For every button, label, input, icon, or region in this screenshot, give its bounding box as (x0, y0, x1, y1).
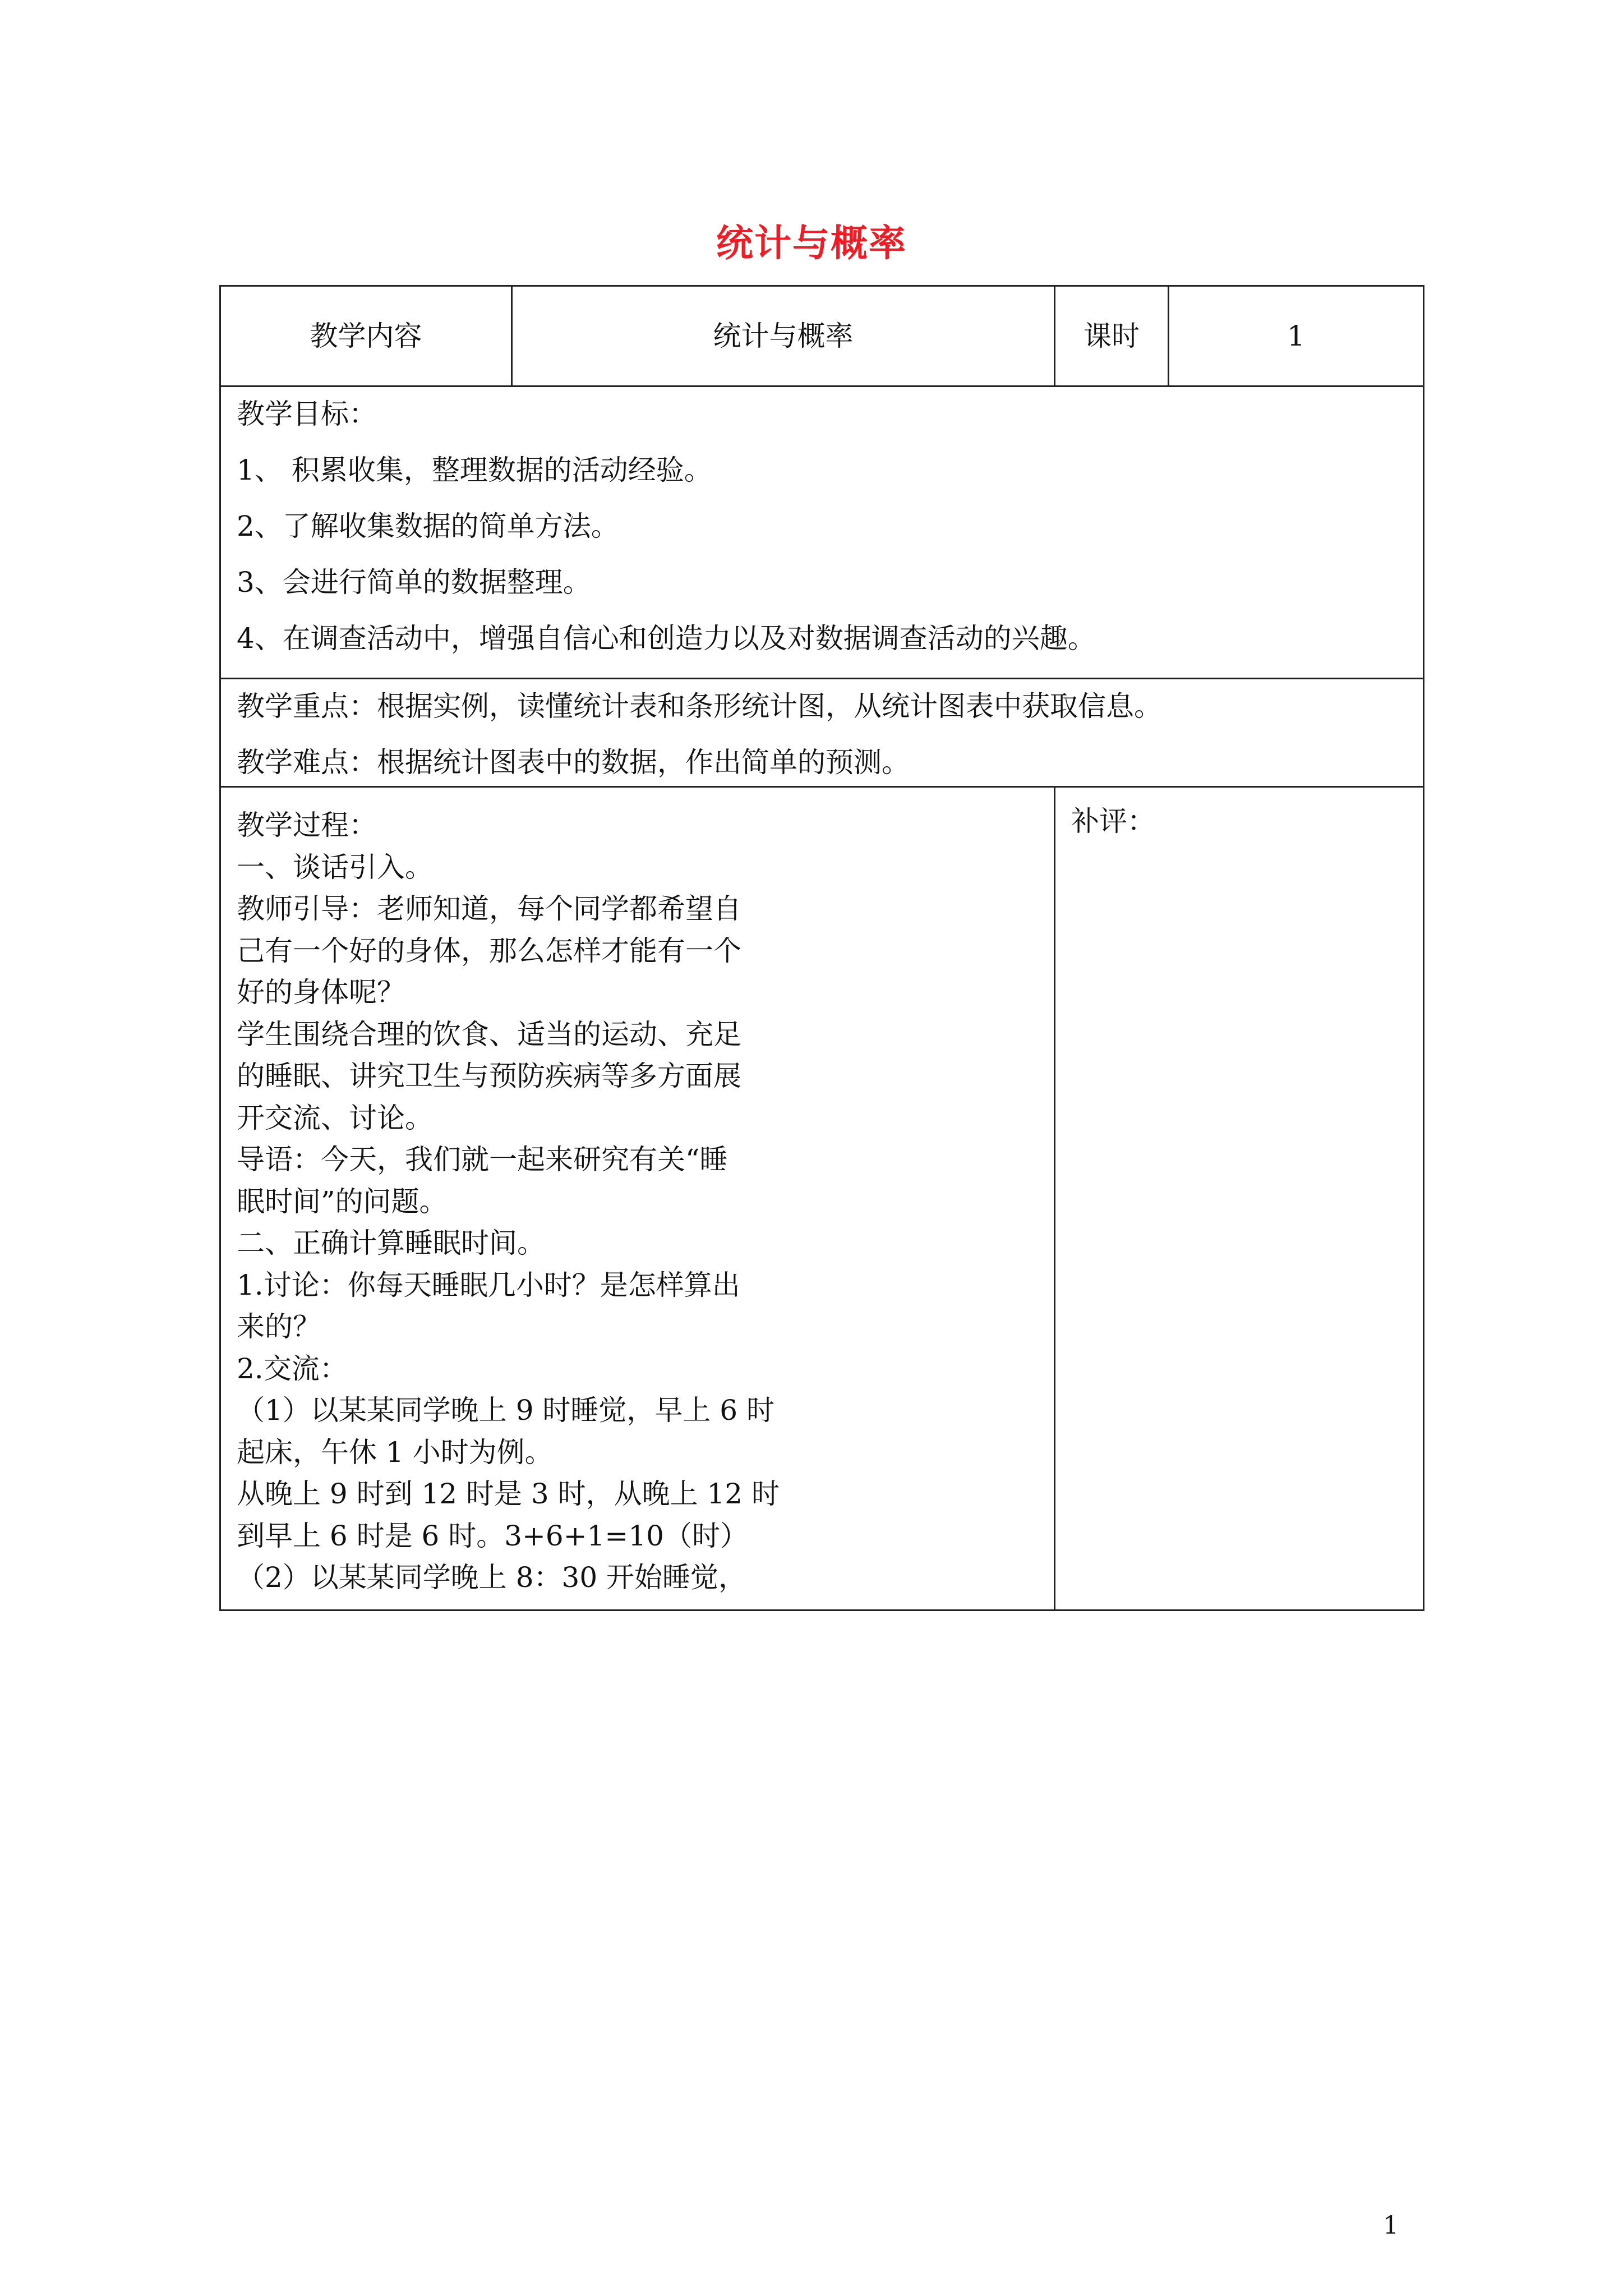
goal-item: 2、了解收集数据的简单方法。 (237, 510, 619, 542)
lesson-plan-table (219, 285, 1424, 1611)
process-row (220, 787, 1424, 1611)
goals-cell (220, 386, 1424, 679)
process-line: 来的？ (237, 1310, 321, 1343)
process-line: （2）以某某同学晚上 8：30 开始睡觉， (237, 1561, 747, 1594)
key-points-row (220, 679, 1424, 787)
goal-item: 3、会进行简单的数据整理。 (237, 566, 591, 599)
process-line: 好的身体呢？ (237, 976, 405, 1009)
process-line: 到早上 6 时是 6 时。3+6+1=10（时） (237, 1519, 748, 1552)
content-value-cell: 统计与概率 (512, 286, 1055, 386)
key-points-cell (220, 679, 1424, 787)
process-line: 1.讨论：你每天睡眠几小时？是怎样算出 (237, 1268, 740, 1301)
process-line: 一、谈话引入。 (237, 850, 433, 884)
process-line: 眠时间”的问题。 (237, 1185, 448, 1218)
goal-item: 4、在调查活动中，增强自信心和创造力以及对数据调查活动的兴趣。 (237, 622, 1096, 655)
header-row (220, 286, 1424, 386)
process-line: 教师引导：老师知道，每个同学都希望自 (237, 892, 741, 925)
goal-item: 1、 积累收集，整理数据的活动经验。 (237, 454, 712, 486)
page-number: 1 (1383, 2211, 1399, 2240)
comment-label: 补评： (1071, 805, 1155, 838)
process-line: 导语：今天，我们就一起来研究有关“睡 (237, 1143, 728, 1176)
goals-heading: 教学目标： (237, 398, 377, 430)
process-line: 2.交流： (237, 1352, 348, 1385)
process-text (237, 804, 1038, 1599)
period-value-cell: 1 (1169, 286, 1424, 386)
document-title: 统计与概率 (716, 221, 907, 265)
process-line: 从晚上 9 时到 12 时是 3 时，从晚上 12 时 (237, 1478, 780, 1510)
process-line: 二、正确计算睡眠时间。 (237, 1227, 545, 1259)
teaching-difficulty: 教学难点：根据统计图表中的数据，作出简单的预测。 (237, 746, 910, 779)
period-label-cell: 课时 (1055, 286, 1169, 386)
process-line: 开交流、讨论。 (237, 1101, 433, 1134)
goals-row (220, 386, 1424, 679)
process-cell (220, 787, 1055, 1611)
process-line: （1）以某某同学晚上 9 时睡觉，早上 6 时 (237, 1394, 775, 1427)
process-line: 教学过程： (237, 809, 377, 841)
content-label-cell: 教学内容 (220, 286, 512, 386)
process-line: 学生围绕合理的饮食、适当的运动、充足 (237, 1018, 741, 1051)
teaching-focus: 教学重点：根据实例，读懂统计表和条形统计图，从统计图表中获取信息。 (237, 690, 1162, 723)
process-line: 的睡眠、讲究卫生与预防疾病等多方面展 (237, 1060, 741, 1092)
process-line: 起床，午休 1 小时为例。 (237, 1435, 553, 1469)
comment-cell (1055, 787, 1424, 1611)
process-line: 己有一个好的身体，那么怎样才能有一个 (237, 934, 741, 967)
